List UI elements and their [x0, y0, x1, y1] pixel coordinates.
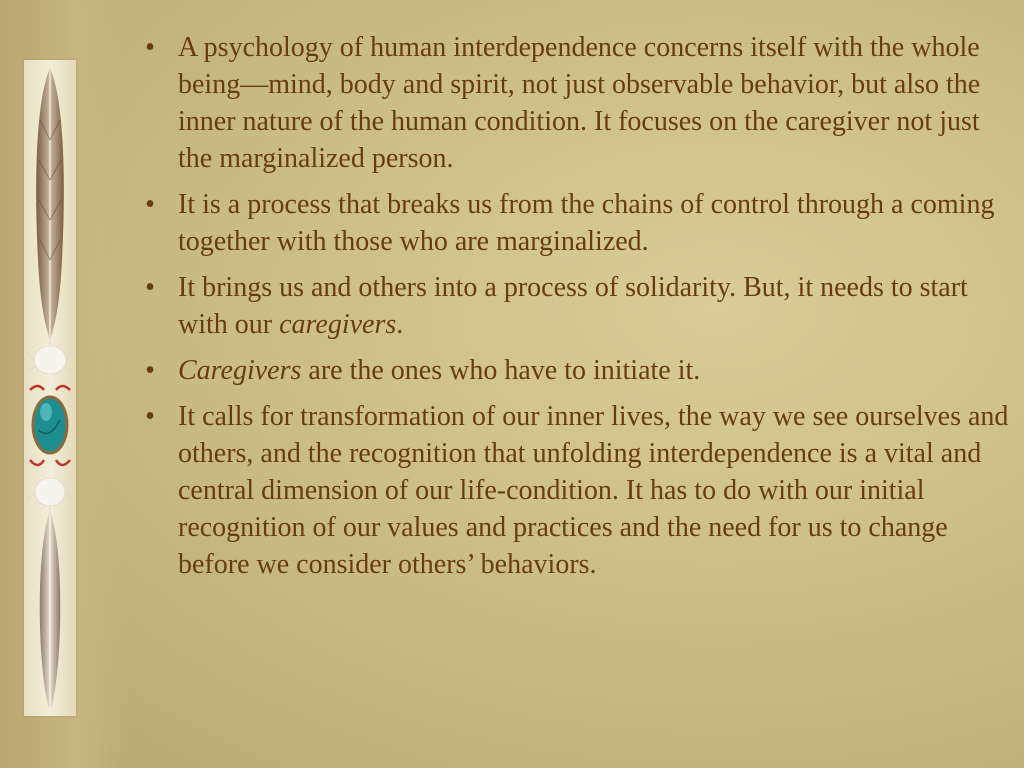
bullet-text: A psychology of human interdependence concerns itself with the whole being—mind, body and spirit, not just observable behavior, but also the inner nature of the human condition. It focuses on the caregiver not just the marginalized person. — [178, 32, 981, 174]
bullet-list — [140, 29, 1010, 592]
bullet-item-3 — [140, 269, 1010, 343]
bullet-marker: • — [145, 189, 155, 220]
bullet-item-5 — [140, 398, 1010, 583]
bullet-text-end: . — [396, 309, 404, 340]
bullet-marker: • — [145, 355, 155, 386]
bullet-item-2 — [140, 186, 1010, 260]
turquoise-beadwork-icon — [33, 397, 67, 453]
bullet-text: It calls for transformation of our inner lives, the way we see ourselves and others, and the recognition that unfolding interdependence is a vital and central dimension of our life-condition. It has to do with our initial recognition of our values and practices and the need for us to change before we consider others’ behaviors. — [178, 401, 1009, 580]
bullet-text: It brings us and others into a process of solidarity. But, it needs to start with our — [178, 272, 968, 340]
bullet-text: are the ones who have to initiate it. — [301, 355, 701, 386]
bullet-marker: • — [145, 272, 155, 303]
bullet-marker: • — [145, 32, 155, 63]
bullet-item-1 — [140, 29, 1010, 177]
bullet-text: It is a process that breaks us from the chains of control through a coming together with those who are marginalized. — [178, 189, 995, 257]
feather-icon — [24, 60, 76, 716]
bullet-emphasis: caregivers — [279, 309, 397, 340]
feather-decoration — [24, 60, 76, 716]
bullet-emphasis: Caregivers — [178, 355, 302, 386]
bullet-marker: • — [145, 401, 155, 432]
bullet-item-4 — [140, 352, 1010, 389]
